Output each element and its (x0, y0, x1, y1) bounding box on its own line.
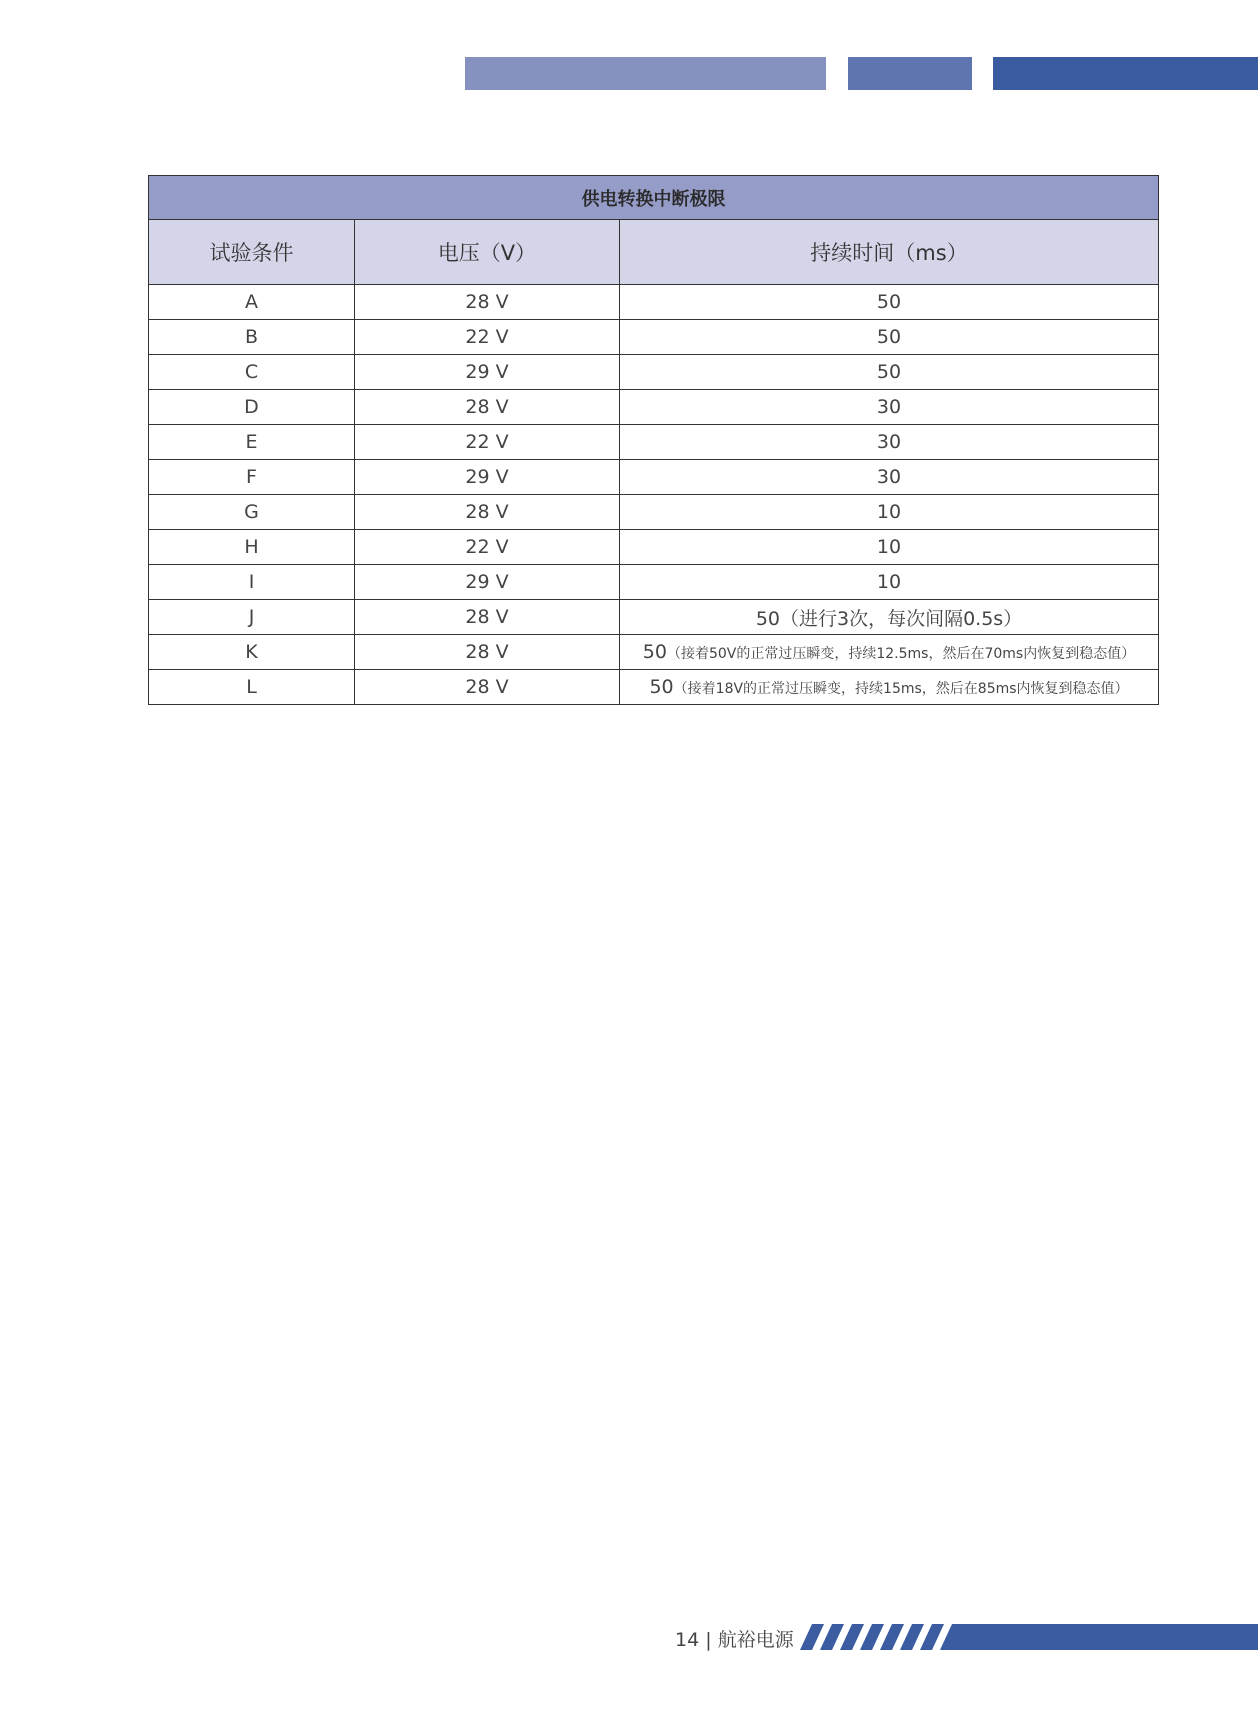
footer-separator: | (705, 1629, 712, 1651)
cell-voltage: 29 V (355, 355, 620, 390)
table-title: 供电转换中断极限 (149, 176, 1159, 220)
cell-voltage: 22 V (355, 320, 620, 355)
column-header-duration: 持续时间（ms） (620, 220, 1159, 285)
cell-condition: E (149, 425, 355, 460)
page-number: 14 (675, 1629, 700, 1651)
cell-duration (620, 670, 1159, 705)
interruption-limit-table (148, 175, 1158, 705)
footer-stripe (920, 1624, 944, 1650)
duration-value: 50 (876, 326, 902, 348)
table-row (149, 460, 1159, 495)
cell-duration (620, 320, 1159, 355)
table-row (149, 355, 1159, 390)
duration-value: 10 (876, 571, 902, 593)
cell-voltage: 28 V (355, 635, 620, 670)
top-decor-bar-mid (848, 57, 972, 90)
cell-voltage: 28 V (355, 285, 620, 320)
table-row (149, 425, 1159, 460)
table-body (149, 285, 1159, 705)
duration-value: 50 (642, 641, 667, 663)
duration-value: 10 (876, 536, 902, 558)
duration-value: 50（进行3次，每次间隔0.5s） (755, 607, 1023, 630)
footer-stripe (800, 1624, 824, 1650)
cell-duration (620, 530, 1159, 565)
cell-voltage: 29 V (355, 565, 620, 600)
footer-stripe (900, 1624, 924, 1650)
duration-value: 50 (876, 361, 902, 383)
cell-voltage: 29 V (355, 460, 620, 495)
cell-condition: C (149, 355, 355, 390)
cell-condition: D (149, 390, 355, 425)
cell-condition: L (149, 670, 355, 705)
duration-value: 10 (876, 501, 902, 523)
cell-duration (620, 460, 1159, 495)
cell-voltage: 28 V (355, 670, 620, 705)
cell-voltage: 28 V (355, 390, 620, 425)
table-row (149, 495, 1159, 530)
cell-duration (620, 355, 1159, 390)
cell-duration (620, 635, 1159, 670)
cell-voltage: 28 V (355, 495, 620, 530)
cell-condition: H (149, 530, 355, 565)
footer-stripe (840, 1624, 864, 1650)
cell-duration (620, 285, 1159, 320)
table-row (149, 285, 1159, 320)
table-row (149, 635, 1159, 670)
page-footer (675, 1625, 794, 1652)
table-row (149, 670, 1159, 705)
cell-duration (620, 390, 1159, 425)
table-row (149, 320, 1159, 355)
top-decor-bar-light (465, 57, 826, 90)
cell-condition: G (149, 495, 355, 530)
cell-duration (620, 565, 1159, 600)
cell-voltage: 28 V (355, 600, 620, 635)
footer-stripe-bar (940, 1624, 1258, 1650)
cell-duration (620, 495, 1159, 530)
footer-brand: 航裕电源 (717, 1629, 794, 1651)
cell-condition: K (149, 635, 355, 670)
duration-value: 50 (876, 291, 902, 313)
column-header-condition: 试验条件 (149, 220, 355, 285)
duration-value: 30 (876, 466, 902, 488)
column-header-voltage: 电压（V） (355, 220, 620, 285)
cell-condition: I (149, 565, 355, 600)
duration-value: 30 (876, 431, 902, 453)
footer-stripe (860, 1624, 884, 1650)
cell-voltage: 22 V (355, 425, 620, 460)
cell-condition: F (149, 460, 355, 495)
footer-stripe (820, 1624, 844, 1650)
cell-condition: B (149, 320, 355, 355)
duration-note: （接着50V的正常过压瞬变，持续12.5ms，然后在70ms内恢复到稳态值） (666, 646, 1136, 662)
cell-duration (620, 600, 1159, 635)
cell-duration (620, 425, 1159, 460)
top-decor-bar-dark (993, 57, 1258, 90)
cell-condition: J (149, 600, 355, 635)
duration-note: （接着18V的正常过压瞬变，持续15ms，然后在85ms内恢复到稳态值） (673, 681, 1129, 697)
duration-value: 30 (876, 396, 902, 418)
table-row (149, 530, 1159, 565)
table-row (149, 565, 1159, 600)
cell-voltage: 22 V (355, 530, 620, 565)
cell-condition: A (149, 285, 355, 320)
table-row (149, 390, 1159, 425)
footer-stripe (880, 1624, 904, 1650)
footer-stripe-decor (800, 1624, 1258, 1650)
table-row (149, 600, 1159, 635)
duration-value: 50 (649, 676, 674, 698)
